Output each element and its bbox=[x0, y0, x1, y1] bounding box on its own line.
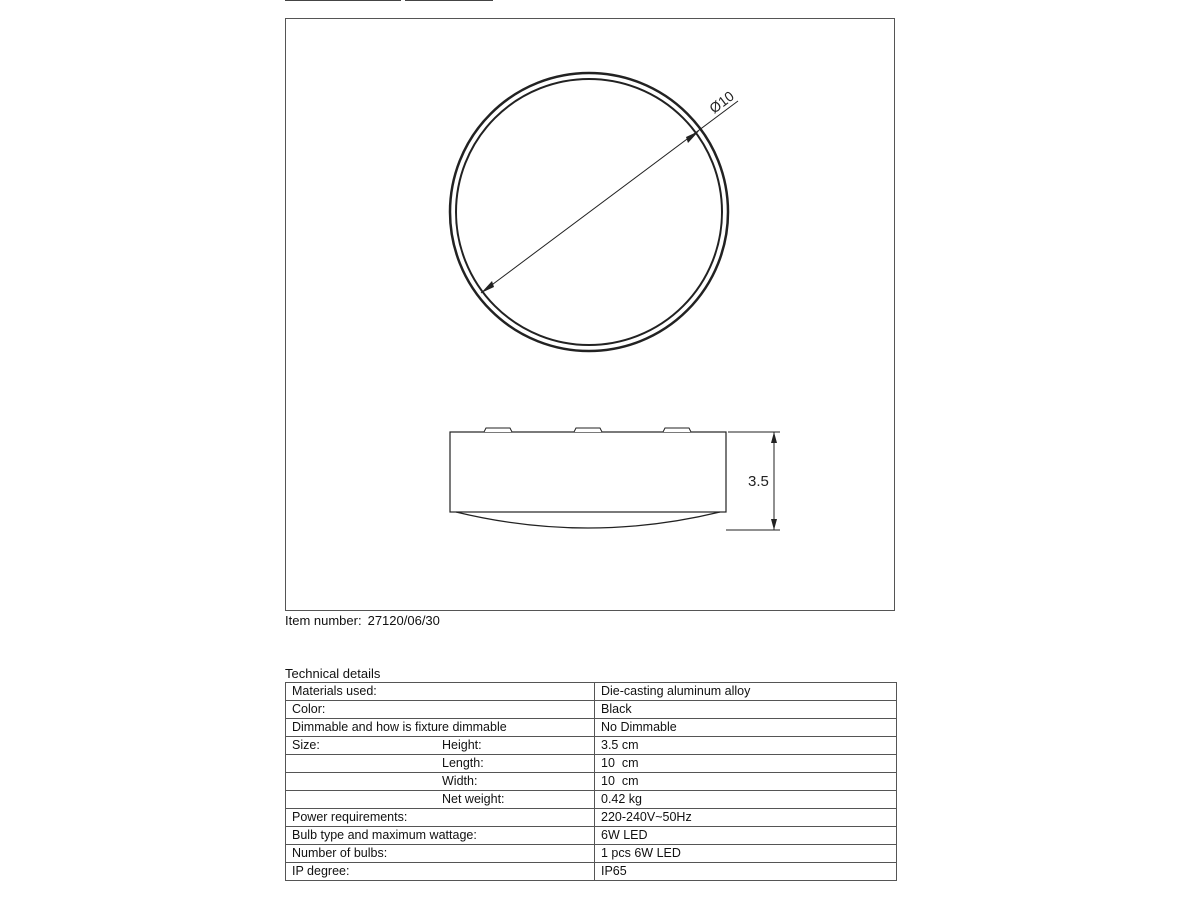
table-row bbox=[286, 755, 897, 773]
top-rule-right bbox=[405, 0, 493, 1]
row-value: 220-240V~50Hz bbox=[595, 809, 897, 827]
row-label: Bulb type and maximum wattage: bbox=[286, 827, 595, 845]
row-value: 0.42 kg bbox=[595, 791, 897, 809]
height-arrow-bottom bbox=[771, 519, 777, 530]
row-label bbox=[286, 755, 595, 773]
row-label: IP degree: bbox=[286, 863, 595, 881]
size-sublabel: Height: bbox=[442, 738, 482, 752]
row-value: IP65 bbox=[595, 863, 897, 881]
table-row bbox=[286, 791, 897, 809]
size-sublabel: Net weight: bbox=[442, 792, 505, 806]
item-number-value: 27120/06/30 bbox=[367, 613, 440, 628]
row-label: Power requirements: bbox=[286, 809, 595, 827]
item-number bbox=[285, 613, 440, 629]
table-row bbox=[286, 773, 897, 791]
row-label: Dimmable and how is fixture dimmable bbox=[286, 719, 595, 737]
table-row bbox=[286, 827, 897, 845]
mount-clip-2 bbox=[574, 428, 602, 432]
diameter-label: Ø10 bbox=[706, 87, 737, 117]
row-label bbox=[286, 773, 595, 791]
row-value: 6W LED bbox=[595, 827, 897, 845]
table-row bbox=[286, 863, 897, 881]
size-sublabel: Width: bbox=[442, 774, 478, 788]
height-arrow-top bbox=[771, 432, 777, 443]
technical-drawing bbox=[285, 18, 895, 611]
row-label bbox=[286, 791, 595, 809]
side-body bbox=[450, 432, 726, 512]
diameter-arrow-start bbox=[481, 281, 494, 293]
technical-details-table bbox=[285, 682, 897, 881]
table-row bbox=[286, 809, 897, 827]
mount-clip-1 bbox=[484, 428, 512, 432]
row-label: Color: bbox=[286, 701, 595, 719]
row-value: 3.5 cm bbox=[595, 737, 897, 755]
size-label: Size: bbox=[292, 738, 320, 752]
row-value: 1 pcs 6W LED bbox=[595, 845, 897, 863]
table-row bbox=[286, 719, 897, 737]
top-rule-left bbox=[285, 0, 401, 1]
table-row bbox=[286, 701, 897, 719]
technical-details-title: Technical details bbox=[285, 666, 381, 681]
side-lens bbox=[456, 512, 720, 528]
mount-clip-3 bbox=[663, 428, 691, 432]
row-label: Number of bulbs: bbox=[286, 845, 595, 863]
table-row bbox=[286, 737, 897, 755]
item-number-label: Item number: bbox=[285, 613, 362, 628]
row-value: 10 cm bbox=[595, 773, 897, 791]
size-sublabel: Length: bbox=[442, 756, 484, 770]
row-label: Materials used: bbox=[286, 683, 595, 701]
height-label: 3.5 bbox=[748, 473, 769, 490]
diameter-arrow-end bbox=[686, 131, 699, 143]
row-value: No Dimmable bbox=[595, 719, 897, 737]
row-label bbox=[286, 737, 595, 755]
row-value: Black bbox=[595, 701, 897, 719]
row-value: Die-casting aluminum alloy bbox=[595, 683, 897, 701]
table-row bbox=[286, 683, 897, 701]
drawing-svg bbox=[286, 19, 896, 612]
table-row bbox=[286, 845, 897, 863]
diameter-line bbox=[481, 101, 738, 293]
row-value: 10 cm bbox=[595, 755, 897, 773]
